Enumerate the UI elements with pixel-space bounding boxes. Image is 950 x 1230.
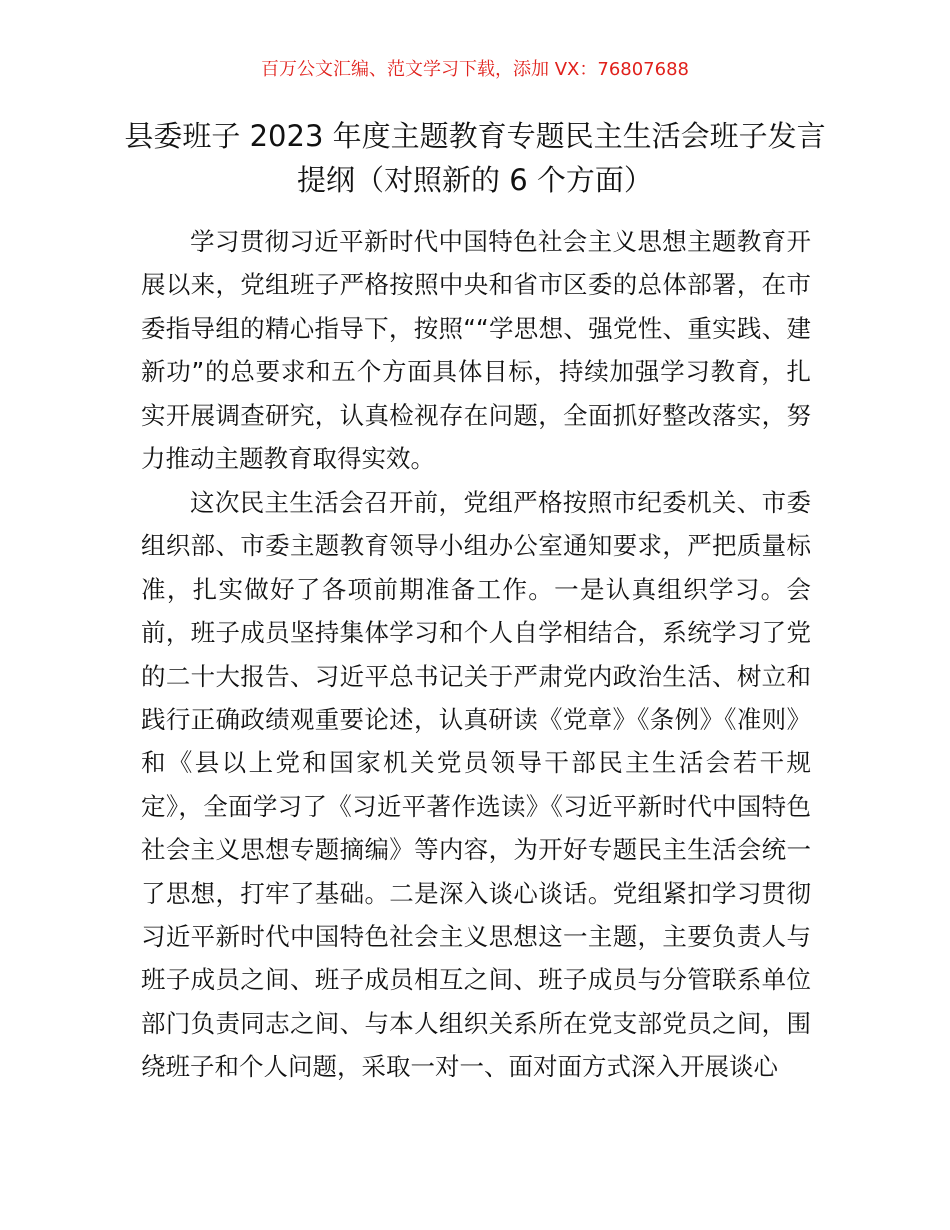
body-paragraph-2: 这次民主生活会召开前，党组严格按照市纪委机关、市委组织部、市委主题教育领导小组办公室通知要求，严把质量标准，扎实做好了各项前期准备工作。一是认真组织学习。会前，班子成员坚持集体学习和个人自学相结合，系统学习了党的二十大报告、习近平总书记关于严肃党内政治生活、树立和践行正确政绩观重要论述，认真研读《党章》《条例》《准则》和《县以上党和国家机关党员领导干部民主生活会若干规定》，全面学习了《习近平著作选读》《习近平新时代中国特色社会主义思想专题摘编》等内容，为开好专题民主生活会统一了思想，打牢了基础。二是深入谈心谈话。党组紧扣学习贯彻习近平新时代中国特色社会主义思想这一主题，主要负责人与班子成员之间、班子成员相互之间、班子成员与分管联系单位部门负责同志之间、与本人组织关系所在党支部党员之间，围绕班子和个人问题，采取一对一、面对面方式深入开展谈心 — [141, 488, 811, 1082]
document-title: 县委班子 2023 年度主题教育专题民主生活会班子发言提纲（对照新的 6 个方面） — [124, 119, 826, 197]
header-watermark-note: 百万公文汇编、范文学习下载，添加 VX：76807688 — [261, 59, 689, 80]
body-paragraph-1: 学习贯彻习近平新时代中国特色社会主义思想主题教育开展以来，党组班子严格按照中央和省市区委的总体部署，在市委指导组的精心指导下，按照““学思想、强党性、重实践、建新功”的总要求和五个方面具体目标，持续加强学习教育，扎实开展调查研究，认真检视存在问题，全面抓好整改落实，努力推动主题教育取得实效。 — [141, 227, 811, 474]
